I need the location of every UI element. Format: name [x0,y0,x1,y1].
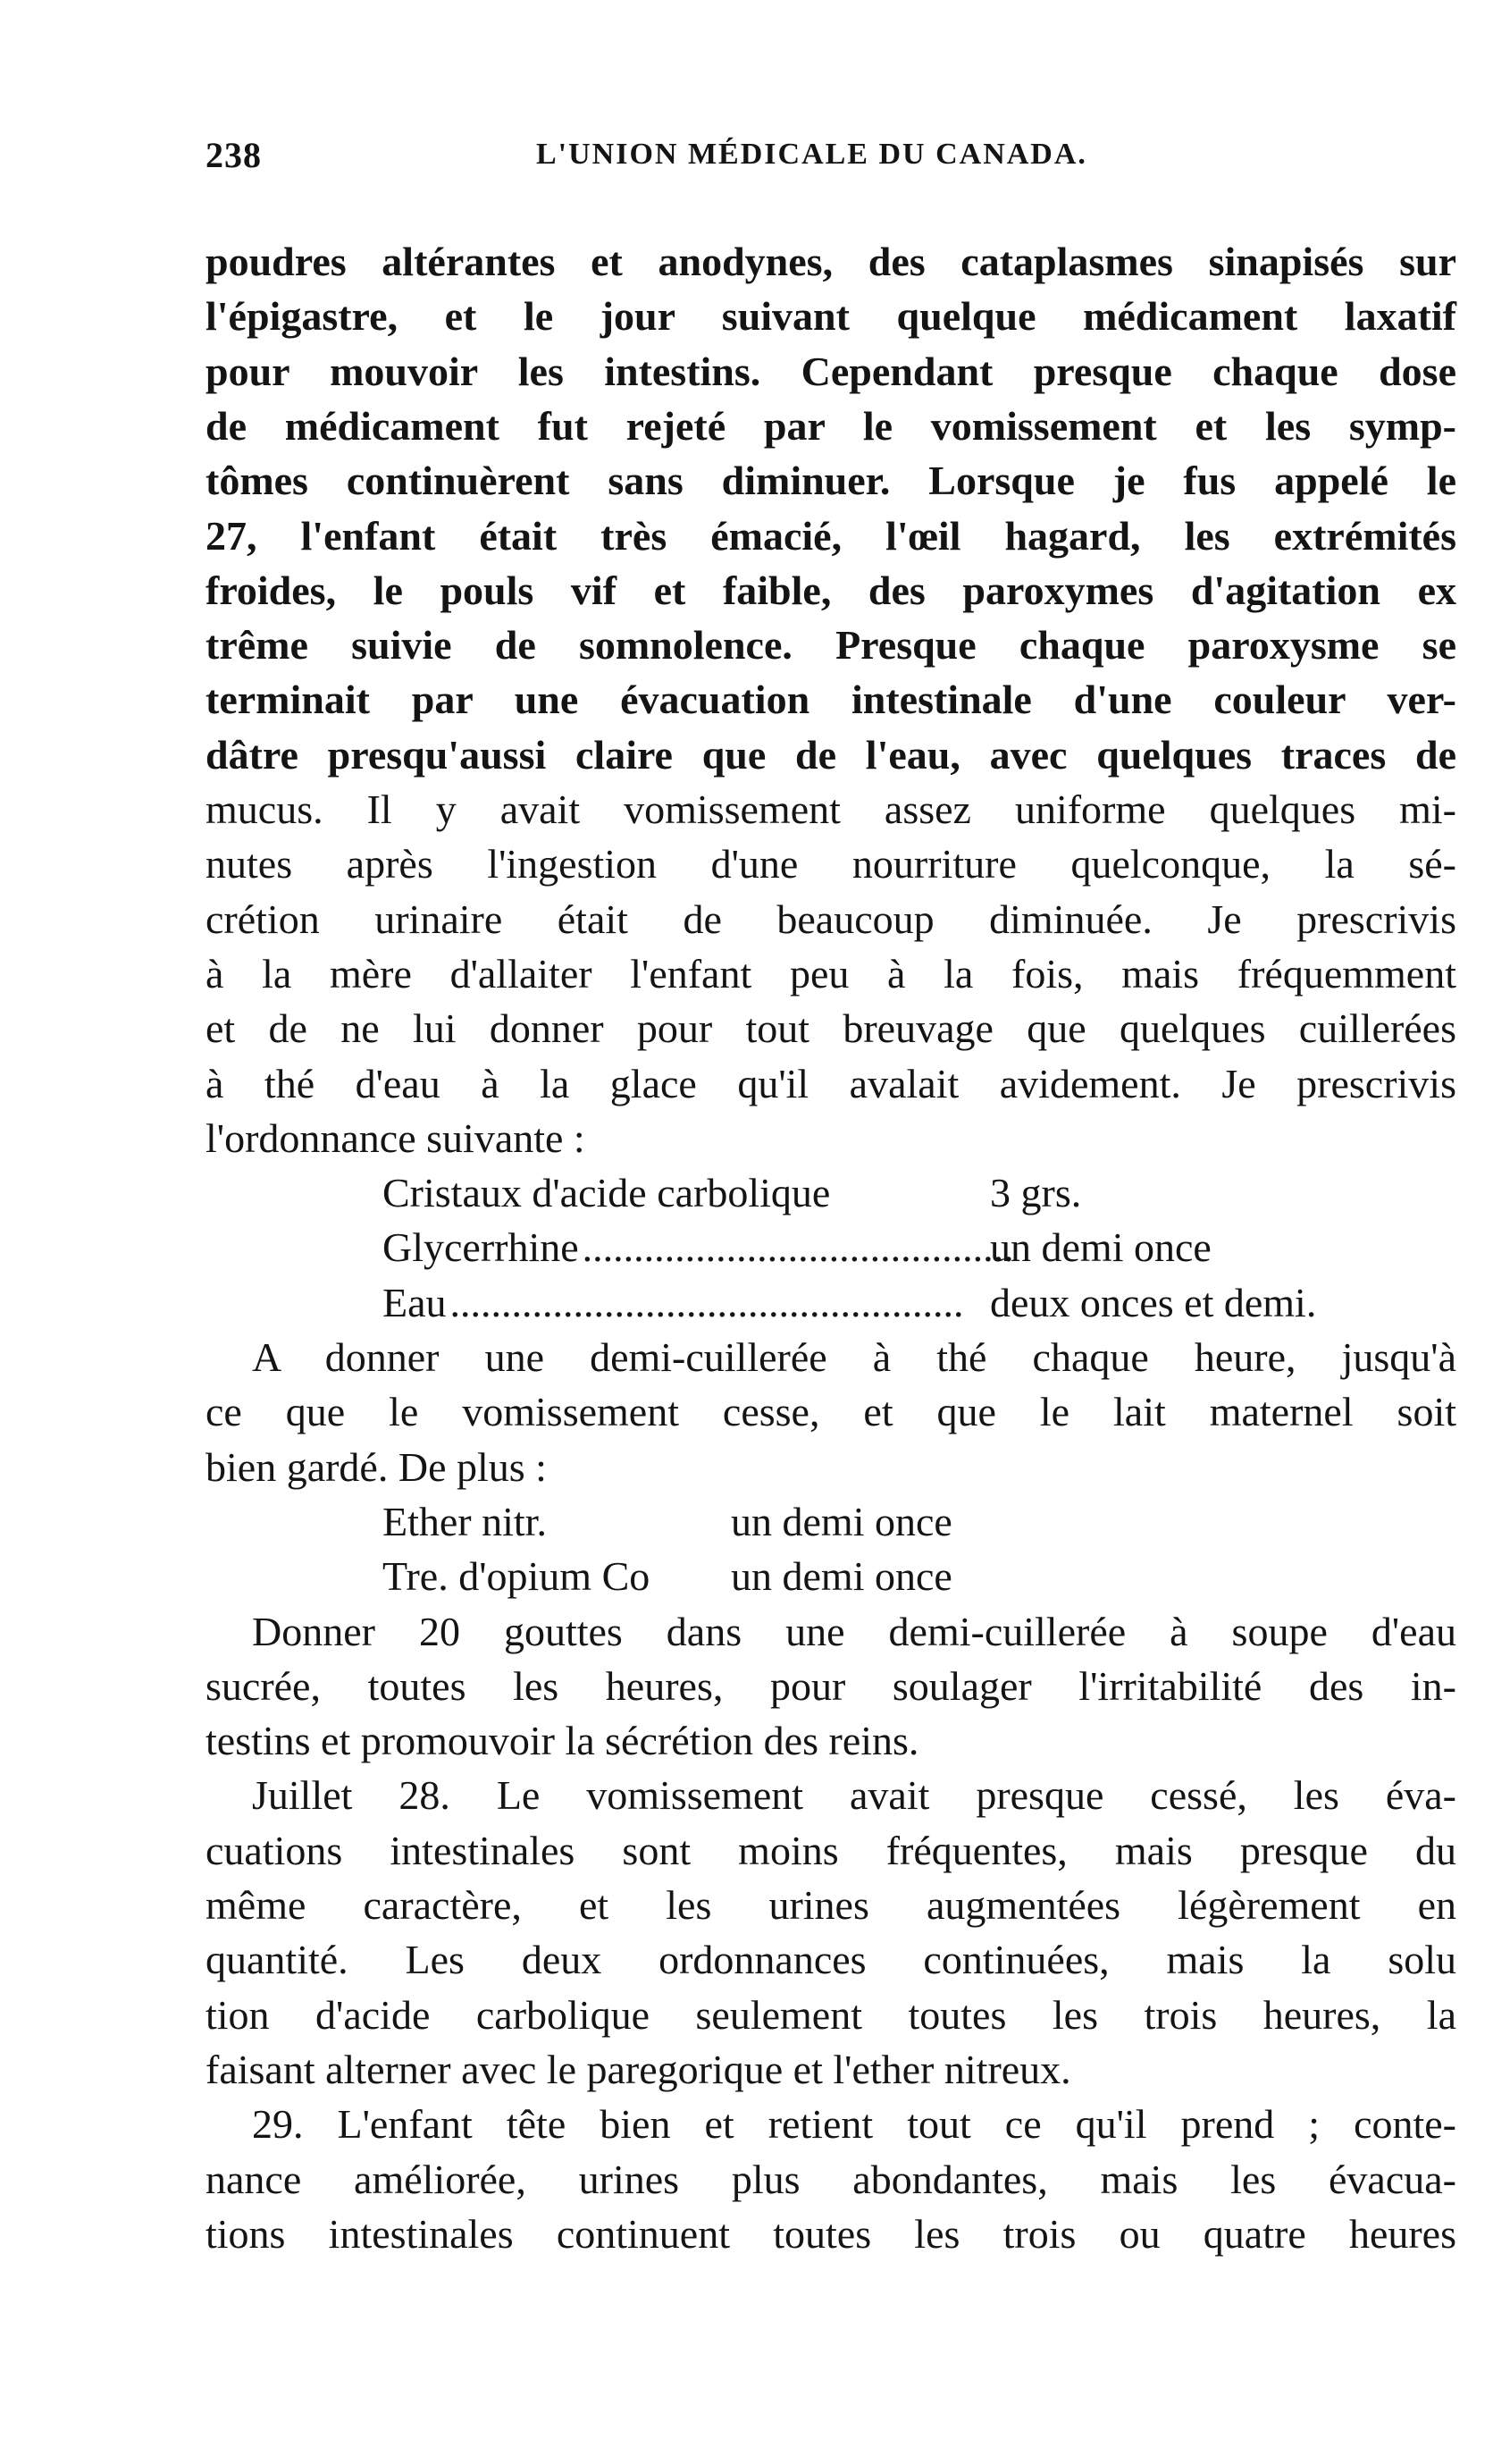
text-line: sucrée, toutes les heures, pour soulager l'irritabilité des in- [205,1662,1456,1709]
text-line: et de ne lui donner pour tout breuvage que quelques cuillerées [205,1005,1456,1052]
page-number: 238 [205,135,262,175]
text-line: terminait par une évacuation intestinale d'une couleur ver- [205,677,1456,723]
prescription-ingredient [382,1165,936,1221]
text-line: froides, le pouls vif et faible, des paroxymes d'agitation ex [205,567,1456,613]
text-line: de médicament fut rejeté par le vomissement et les symp- [205,402,1456,449]
ingredient-name: Cristaux d'acide carbolique [382,1170,834,1215]
text-line: tions intestinales continuent toutes les trois ou quatre heures [205,2210,1456,2257]
text-line: pour mouvoir les intestins. Cependant presque chaque dose [205,348,1456,394]
leader-dots: .......................................... [582,1224,1014,1271]
prescription-ingredient [382,1275,964,1331]
prescription-dose: deux onces et demi. [990,1279,1317,1325]
text-line: poudres altérantes et anodynes, des cataplasmes sinapisés sur [205,239,1456,284]
text-line: nutes après l'ingestion d'une nourriture quelconque, la sé- [205,841,1456,887]
text-line: à thé d'eau à la glace qu'il avalait avidement. Je prescrivis [205,1060,1456,1106]
text-line: A donner une demi-cuillerée à thé chaque heure, jusqu'à [252,1334,1456,1380]
text-line: tômes continuèrent sans diminuer. Lorsque je fus appelé le [205,458,1456,504]
prescription-dose: un demi once [731,1553,952,1600]
text-line: 27, l'enfant était très émacié, l'œil hagard, les extrémités [205,512,1456,559]
text-line: 29. L'enfant tête bien et retient tout ce qu'il prend ; conte- [252,2101,1456,2148]
prescription-dose: un demi once [731,1498,952,1544]
text-line: à la mère d'allaiter l'enfant peu à la fois, mais fréquemment [205,950,1456,997]
page-header [205,134,1474,188]
text-line: dâtre presqu'aussi claire que de l'eau, avec quelques traces de [205,731,1456,778]
text-line: nance améliorée, urines plus abondantes, mais les évacua- [205,2156,1456,2202]
prescription-dose: un demi once [990,1224,1212,1271]
text-line: quantité. Les deux ordonnances continuées, mais la solu [205,1937,1456,1983]
prescription-dose: 3 grs. [990,1170,1082,1216]
text-line: ce que le vomissement cesse, et que le lait maternel soit [205,1389,1456,1435]
text-line: tion d'acide carbolique seulement toutes les trois heures, la [205,1991,1456,2038]
text-line: même caractère, et les urines augmentées légèrement en [205,1882,1456,1928]
ingredient-name: Ether nitr. [382,1499,550,1544]
ingredient-name: Eau [382,1280,450,1325]
text-line: Juillet 28. Le vomissement avait presque cessé, les éva- [252,1772,1456,1819]
running-title: L'UNION MÉDICALE DU CANADA. [536,138,1087,171]
text-line: l'ordonnance suivante : [205,1114,585,1161]
leader-dots: .................................................. [449,1279,964,1325]
text-line: crétion urinaire était de beaucoup diminuée. Je prescrivis [205,896,1456,942]
text-line: l'épigastre, et le jour suivant quelque médicament laxatif [205,293,1456,340]
text-line: mucus. Il y avait vomissement assez uniforme quelques mi- [205,786,1456,832]
text-line: cuations intestinales sont moins fréquentes, mais presque du [205,1827,1456,1873]
ingredient-name: Glycerrhine [382,1224,583,1270]
ingredient-name: Tre. d'opium Co [382,1553,653,1599]
text-line: faisant alterner avec le paregorique et l'ether nitreux. [205,2046,1071,2092]
text-line: bien gardé. De plus : [205,1443,547,1490]
text-line: trême suivie de somnolence. Presque chaque paroxysme se [205,622,1456,669]
text-line: Donner 20 gouttes dans une demi-cuillerée à soupe d'eau [252,1608,1456,1654]
prescription-ingredient [382,1220,1014,1275]
text-line: testins et promouvoir la sécrétion des reins. [205,1718,919,1764]
